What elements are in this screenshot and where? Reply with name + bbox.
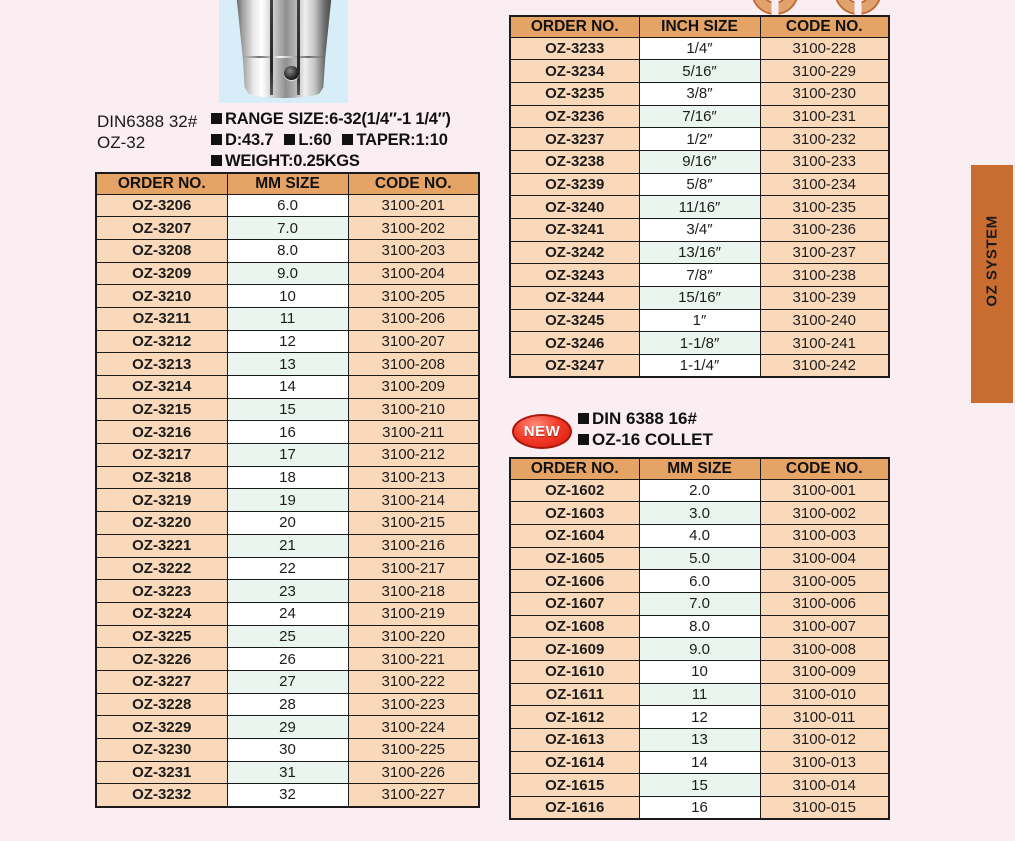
order-no-cell: OZ-3222 <box>96 557 227 580</box>
code-no-cell: 3100-006 <box>760 592 889 615</box>
model-name: DIN6388 32# <box>97 112 198 131</box>
column-header: ORDER NO. <box>510 16 639 37</box>
order-no-cell: OZ-1612 <box>510 706 639 729</box>
header-row <box>510 458 889 479</box>
order-no-cell: OZ-3243 <box>510 264 639 287</box>
code-no-cell: 3100-218 <box>348 580 479 603</box>
size-cell: 31 <box>227 761 348 784</box>
table-row <box>96 421 479 444</box>
square-bullet-icon <box>211 134 222 145</box>
table-row <box>510 797 889 820</box>
table-row <box>510 774 889 797</box>
code-no-cell: 3100-015 <box>760 797 889 820</box>
collet-end-icon <box>753 0 797 13</box>
table-row <box>96 625 479 648</box>
table-row <box>510 173 889 196</box>
table-row <box>96 739 479 762</box>
table-row <box>96 670 479 693</box>
spec-line <box>211 109 489 130</box>
new-badge <box>512 414 572 449</box>
code-no-cell: 3100-222 <box>348 670 479 693</box>
size-cell: 16 <box>639 797 760 820</box>
code-no-cell: 3100-208 <box>348 353 479 376</box>
code-no-cell: 3100-003 <box>760 524 889 547</box>
table-row <box>510 82 889 105</box>
new-badge-label: NEW <box>523 423 561 440</box>
column-header: MM SIZE <box>227 173 348 194</box>
size-cell: 7.0 <box>227 217 348 240</box>
table-row <box>510 570 889 593</box>
table-row <box>510 219 889 242</box>
square-bullet-icon <box>211 113 222 124</box>
code-no-cell: 3100-205 <box>348 285 479 308</box>
order-no-cell: OZ-3218 <box>96 466 227 489</box>
size-cell: 18 <box>227 466 348 489</box>
header-row <box>96 173 479 194</box>
size-cell: 1-1/8″ <box>639 332 760 355</box>
table-row <box>96 262 479 285</box>
size-cell: 11/16″ <box>639 196 760 219</box>
table-row <box>96 784 479 807</box>
table-row <box>96 512 479 535</box>
code-no-cell: 3100-210 <box>348 398 479 421</box>
oz32-inch-table-section <box>509 15 890 378</box>
code-no-cell: 3100-204 <box>348 262 479 285</box>
order-no-cell: OZ-3209 <box>96 262 227 285</box>
order-no-cell: OZ-1615 <box>510 774 639 797</box>
code-no-cell: 3100-009 <box>760 661 889 684</box>
size-cell: 8.0 <box>227 239 348 262</box>
order-no-cell: OZ-1607 <box>510 592 639 615</box>
code-no-cell: 3100-234 <box>760 173 889 196</box>
order-no-cell: OZ-3224 <box>96 602 227 625</box>
order-no-cell: OZ-3206 <box>96 194 227 217</box>
order-no-cell: OZ-3214 <box>96 376 227 399</box>
order-no-cell: OZ-3219 <box>96 489 227 512</box>
order-no-cell: OZ-1613 <box>510 729 639 752</box>
table-row <box>96 648 479 671</box>
size-cell: 9/16″ <box>639 150 760 173</box>
spec-item: L:60 <box>284 131 331 149</box>
code-no-cell: 3100-239 <box>760 287 889 310</box>
order-no-cell: OZ-1604 <box>510 524 639 547</box>
order-no-cell: OZ-3229 <box>96 716 227 739</box>
table-row <box>510 355 889 378</box>
size-cell: 11 <box>639 683 760 706</box>
size-cell: 13 <box>639 729 760 752</box>
order-no-cell: OZ-3231 <box>96 761 227 784</box>
code-no-cell: 3100-231 <box>760 105 889 128</box>
table-row <box>510 502 889 525</box>
table-row <box>96 307 479 330</box>
order-no-cell: OZ-3241 <box>510 219 639 242</box>
table-row <box>96 353 479 376</box>
size-cell: 15 <box>639 774 760 797</box>
table-row <box>96 693 479 716</box>
table-row <box>96 466 479 489</box>
code-no-cell: 3100-214 <box>348 489 479 512</box>
code-no-cell: 3100-229 <box>760 60 889 83</box>
size-cell: 6.0 <box>639 570 760 593</box>
order-no-cell: OZ-3210 <box>96 285 227 308</box>
order-no-cell: OZ-3216 <box>96 421 227 444</box>
table-row <box>96 716 479 739</box>
code-no-cell: 3100-242 <box>760 355 889 378</box>
size-cell: 9.0 <box>227 262 348 285</box>
code-no-cell: 3100-225 <box>348 739 479 762</box>
code-no-cell: 3100-010 <box>760 683 889 706</box>
size-cell: 1/2″ <box>639 128 760 151</box>
table-row <box>96 330 479 353</box>
collet-slit <box>297 0 300 95</box>
size-cell: 17 <box>227 444 348 467</box>
collet-image <box>236 0 332 98</box>
size-cell: 9.0 <box>639 638 760 661</box>
code-no-cell: 3100-232 <box>760 128 889 151</box>
code-no-cell: 3100-008 <box>760 638 889 661</box>
table-row <box>510 332 889 355</box>
table-row <box>96 761 479 784</box>
size-cell: 7/8″ <box>639 264 760 287</box>
table-row <box>510 264 889 287</box>
table-row <box>510 196 889 219</box>
size-cell: 27 <box>227 670 348 693</box>
code-no-cell: 3100-013 <box>760 751 889 774</box>
order-no-cell: OZ-3237 <box>510 128 639 151</box>
table-row <box>96 239 479 262</box>
order-no-cell: OZ-3208 <box>96 239 227 262</box>
order-no-cell: OZ-3217 <box>96 444 227 467</box>
order-no-cell: OZ-3247 <box>510 355 639 378</box>
oz16-mm-size-table <box>509 457 890 820</box>
table-row <box>96 444 479 467</box>
order-no-cell: OZ-3242 <box>510 241 639 264</box>
collet-slit <box>270 0 273 95</box>
size-cell: 26 <box>227 648 348 671</box>
size-cell: 10 <box>227 285 348 308</box>
spec-line <box>211 151 489 172</box>
size-cell: 13/16″ <box>639 241 760 264</box>
table-row <box>510 150 889 173</box>
square-bullet-icon <box>211 155 222 166</box>
table-row <box>510 751 889 774</box>
size-cell: 14 <box>639 751 760 774</box>
code-no-cell: 3100-217 <box>348 557 479 580</box>
oz32-mm-table-section <box>95 172 480 808</box>
code-no-cell: 3100-224 <box>348 716 479 739</box>
order-no-cell: OZ-1608 <box>510 615 639 638</box>
order-no-cell: OZ-1605 <box>510 547 639 570</box>
size-cell: 7.0 <box>639 592 760 615</box>
order-no-cell: OZ-3220 <box>96 512 227 535</box>
code-no-cell: 3100-211 <box>348 421 479 444</box>
order-no-cell: OZ-3236 <box>510 105 639 128</box>
code-no-cell: 3100-213 <box>348 466 479 489</box>
code-no-cell: 3100-014 <box>760 774 889 797</box>
size-cell: 12 <box>639 706 760 729</box>
column-header: CODE NO. <box>348 173 479 194</box>
code-no-cell: 3100-221 <box>348 648 479 671</box>
column-header: CODE NO. <box>760 458 889 479</box>
code-no-cell: 3100-002 <box>760 502 889 525</box>
code-no-cell: 3100-220 <box>348 625 479 648</box>
size-cell: 2.0 <box>639 479 760 502</box>
code-no-cell: 3100-216 <box>348 534 479 557</box>
size-cell: 5/16″ <box>639 60 760 83</box>
order-no-cell: OZ-3235 <box>510 82 639 105</box>
size-cell: 30 <box>227 739 348 762</box>
model-label <box>97 111 197 153</box>
product-photo <box>219 0 348 103</box>
code-no-cell: 3100-241 <box>760 332 889 355</box>
order-no-cell: OZ-3221 <box>96 534 227 557</box>
code-no-cell: 3100-238 <box>760 264 889 287</box>
code-no-cell: 3100-223 <box>348 693 479 716</box>
order-no-cell: OZ-3233 <box>510 37 639 60</box>
order-no-cell: OZ-1609 <box>510 638 639 661</box>
order-no-cell: OZ-1611 <box>510 683 639 706</box>
order-no-cell: OZ-3238 <box>510 150 639 173</box>
code-no-cell: 3100-233 <box>760 150 889 173</box>
column-header: ORDER NO. <box>96 173 227 194</box>
table-row <box>510 706 889 729</box>
table-row <box>510 287 889 310</box>
size-cell: 19 <box>227 489 348 512</box>
code-no-cell: 3100-203 <box>348 239 479 262</box>
code-no-cell: 3100-005 <box>760 570 889 593</box>
size-cell: 1/4″ <box>639 37 760 60</box>
size-cell: 4.0 <box>639 524 760 547</box>
square-bullet-icon <box>284 134 295 145</box>
spec-line <box>578 409 713 430</box>
column-header: ORDER NO. <box>510 458 639 479</box>
code-no-cell: 3100-228 <box>760 37 889 60</box>
column-header: MM SIZE <box>639 458 760 479</box>
spec-list <box>211 109 489 172</box>
order-no-cell: OZ-1614 <box>510 751 639 774</box>
table-row <box>96 285 479 308</box>
square-bullet-icon <box>578 413 589 424</box>
size-cell: 15 <box>227 398 348 421</box>
code-no-cell: 3100-207 <box>348 330 479 353</box>
size-cell: 23 <box>227 580 348 603</box>
oz32-inch-size-table <box>509 15 890 378</box>
size-cell: 11 <box>227 307 348 330</box>
code-no-cell: 3100-206 <box>348 307 479 330</box>
code-no-cell: 3100-226 <box>348 761 479 784</box>
order-no-cell: OZ-1603 <box>510 502 639 525</box>
square-bullet-icon <box>342 134 353 145</box>
size-cell: 29 <box>227 716 348 739</box>
table-row <box>96 194 479 217</box>
spec-item: D:43.7 <box>211 131 273 149</box>
size-cell: 12 <box>227 330 348 353</box>
size-cell: 20 <box>227 512 348 535</box>
code-no-cell: 3100-219 <box>348 602 479 625</box>
code-no-cell: 3100-001 <box>760 479 889 502</box>
table-row <box>96 580 479 603</box>
order-no-cell: OZ-3211 <box>96 307 227 330</box>
table-row <box>510 37 889 60</box>
order-no-cell: OZ-3232 <box>96 784 227 807</box>
table-row <box>510 60 889 83</box>
column-header: CODE NO. <box>760 16 889 37</box>
size-cell: 6.0 <box>227 194 348 217</box>
size-cell: 5.0 <box>639 547 760 570</box>
collet-hole <box>284 66 299 80</box>
table-row <box>96 398 479 421</box>
table-row <box>510 592 889 615</box>
square-bullet-icon <box>578 434 589 445</box>
table-row <box>510 638 889 661</box>
size-cell: 3.0 <box>639 502 760 525</box>
code-no-cell: 3100-201 <box>348 194 479 217</box>
table-row <box>96 376 479 399</box>
table-row <box>96 217 479 240</box>
size-cell: 16 <box>227 421 348 444</box>
table-row <box>510 479 889 502</box>
order-no-cell: OZ-3225 <box>96 625 227 648</box>
spec-line <box>211 130 489 151</box>
table-row <box>510 615 889 638</box>
order-no-cell: OZ-3240 <box>510 196 639 219</box>
size-cell: 15/16″ <box>639 287 760 310</box>
size-cell: 7/16″ <box>639 105 760 128</box>
code-no-cell: 3100-202 <box>348 217 479 240</box>
spec-item: DIN 6388 16# <box>578 409 697 428</box>
size-cell: 5/8″ <box>639 173 760 196</box>
size-cell: 14 <box>227 376 348 399</box>
code-no-cell: 3100-004 <box>760 547 889 570</box>
code-no-cell: 3100-012 <box>760 729 889 752</box>
code-no-cell: 3100-007 <box>760 615 889 638</box>
code-no-cell: 3100-235 <box>760 196 889 219</box>
code-no-cell: 3100-230 <box>760 82 889 105</box>
order-no-cell: OZ-3207 <box>96 217 227 240</box>
table-row <box>510 683 889 706</box>
header-row <box>510 16 889 37</box>
size-cell: 21 <box>227 534 348 557</box>
table-row <box>510 661 889 684</box>
table-row <box>510 128 889 151</box>
size-cell: 3/4″ <box>639 219 760 242</box>
oz32-mm-size-table <box>95 172 480 808</box>
collet-end-icon <box>836 0 880 13</box>
size-cell: 8.0 <box>639 615 760 638</box>
table-row <box>96 602 479 625</box>
table-row <box>96 489 479 512</box>
size-cell: 3/8″ <box>639 82 760 105</box>
table-row <box>510 309 889 332</box>
order-no-cell: OZ-1606 <box>510 570 639 593</box>
table-row <box>510 729 889 752</box>
table-row <box>96 534 479 557</box>
spec-item: WEIGHT:0.25KGS <box>211 152 360 170</box>
size-cell: 1-1/4″ <box>639 355 760 378</box>
order-no-cell: OZ-3213 <box>96 353 227 376</box>
table-row <box>510 241 889 264</box>
table-row <box>510 547 889 570</box>
size-cell: 32 <box>227 784 348 807</box>
oz16-heading <box>578 409 713 450</box>
order-no-cell: OZ-3212 <box>96 330 227 353</box>
spec-item: TAPER:1:10 <box>342 131 447 149</box>
order-no-cell: OZ-1610 <box>510 661 639 684</box>
order-no-cell: OZ-3244 <box>510 287 639 310</box>
code-no-cell: 3100-227 <box>348 784 479 807</box>
order-no-cell: OZ-3215 <box>96 398 227 421</box>
column-header: INCH SIZE <box>639 16 760 37</box>
size-cell: 25 <box>227 625 348 648</box>
size-cell: 22 <box>227 557 348 580</box>
size-cell: 1″ <box>639 309 760 332</box>
code-no-cell: 3100-240 <box>760 309 889 332</box>
size-cell: 10 <box>639 661 760 684</box>
spec-line <box>578 430 713 451</box>
table-row <box>96 557 479 580</box>
order-no-cell: OZ-3239 <box>510 173 639 196</box>
order-no-cell: OZ-3230 <box>96 739 227 762</box>
size-cell: 24 <box>227 602 348 625</box>
size-cell: 28 <box>227 693 348 716</box>
order-no-cell: OZ-3227 <box>96 670 227 693</box>
oz16-mm-table-section <box>509 457 890 820</box>
spec-item: RANGE SIZE:6-32(1/4″-1 1/4″) <box>211 110 451 128</box>
code-no-cell: 3100-215 <box>348 512 479 535</box>
code-no-cell: 3100-237 <box>760 241 889 264</box>
order-no-cell: OZ-3223 <box>96 580 227 603</box>
order-no-cell: OZ-1616 <box>510 797 639 820</box>
table-row <box>510 105 889 128</box>
order-no-cell: OZ-3234 <box>510 60 639 83</box>
order-no-cell: OZ-1602 <box>510 479 639 502</box>
spec-item: OZ-16 COLLET <box>578 430 713 449</box>
collet-seam <box>243 56 326 58</box>
code-no-cell: 3100-212 <box>348 444 479 467</box>
code-no-cell: 3100-209 <box>348 376 479 399</box>
size-cell: 13 <box>227 353 348 376</box>
oz-system-tab <box>971 165 1013 403</box>
order-no-cell: OZ-3245 <box>510 309 639 332</box>
order-no-cell: OZ-3246 <box>510 332 639 355</box>
series-name: OZ-32 <box>97 133 146 152</box>
oz-system-tab-label: OZ SYSTEM <box>983 215 1001 307</box>
code-no-cell: 3100-236 <box>760 219 889 242</box>
order-no-cell: OZ-3228 <box>96 693 227 716</box>
code-no-cell: 3100-011 <box>760 706 889 729</box>
table-row <box>510 524 889 547</box>
order-no-cell: OZ-3226 <box>96 648 227 671</box>
